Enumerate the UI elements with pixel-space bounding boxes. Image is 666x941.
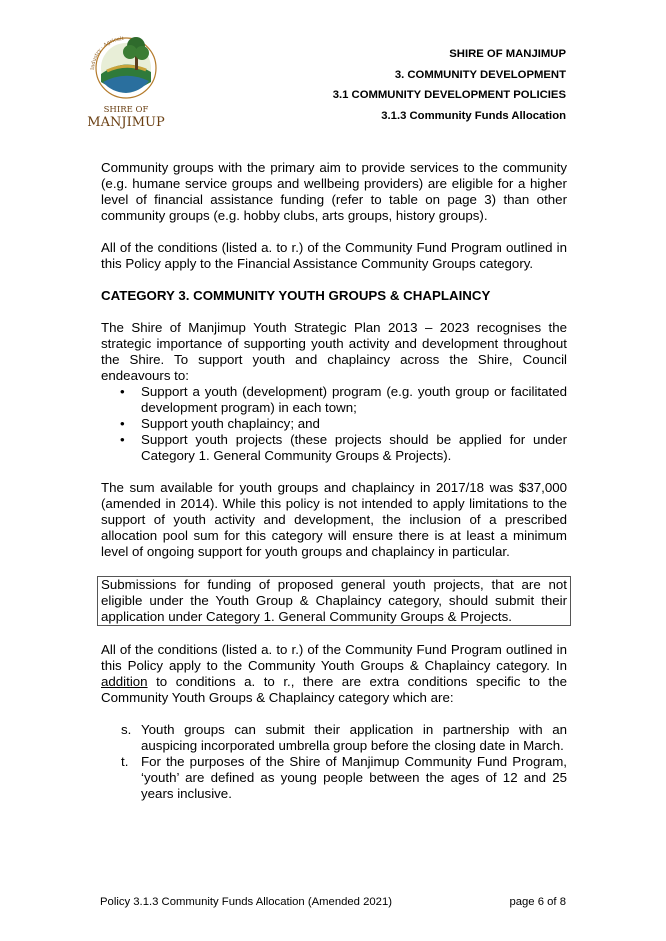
list-item: t. For the purposes of the Shire of Manjimup Community Fund Program, ‘youth’ are defined as young people between the ages of 12 and 25 years inclusive.: [121, 754, 567, 801]
logo-line2: MANJIMUP: [87, 115, 165, 130]
header-org: SHIRE OF MANJIMUP: [449, 48, 566, 60]
bullet-icon: •: [120, 384, 125, 399]
paragraph-conditions-financial: All of the conditions (listed a. to r.) of the Community Fund Program outlined in this Policy apply to the Financial Assistance Community Groups category.: [101, 240, 567, 271]
boxed-note: Submissions for funding of proposed general youth projects, that are not eligible under the Youth Group & Chaplaincy category, should submit their application under Category 1. General Community Groups & Projects.: [97, 576, 571, 626]
section-heading: CATEGORY 3. COMMUNITY YOUTH GROUPS & CHAPLAINCY: [101, 288, 491, 303]
bullet-icon: •: [120, 432, 125, 447]
header-section: 3. COMMUNITY DEVELOPMENT: [394, 68, 566, 81]
document-footer: [100, 896, 566, 908]
document-header: [333, 44, 566, 126]
bullet-list: [101, 384, 567, 464]
shire-logo: [80, 26, 168, 130]
logo-ring-text: Industry · Agricult: [89, 35, 124, 71]
page-number: page 6 of 8: [509, 896, 566, 908]
bullet-icon: •: [120, 416, 125, 431]
list-item: s. Youth groups can submit their application in partnership with an auspicing incorporated umbrella group before the closing date in March.: [121, 722, 567, 753]
shire-logo-icon: [80, 26, 168, 130]
logo-line1: SHIRE OF: [103, 105, 149, 115]
paragraph-youth-funding: The sum available for youth groups and chaplaincy in 2017/18 was $37,000 (amended in 2014). While this policy is not intended to apply limitations to the support of youth activity and development, the inclusion of a prescribed allocation pool sum for this category will ensure there is at least a minimum level of ongoing support for youth groups and chaplaincy in particular.: [101, 480, 567, 559]
list-item: • Support youth projects (these projects should be applied for under Category 1. General Community Groups & Projects).: [120, 432, 567, 463]
paragraph-conditions-youth: All of the conditions (listed a. to r.) of the Community Fund Program outlined in this Policy apply to the Community Youth Groups & Chaplaincy category. In addition to conditions a. to r., there are extra conditions specific to the Community Youth Groups & Chaplaincy category which are:: [101, 642, 567, 705]
document-body: [101, 160, 567, 802]
paragraph-service-groups: Community groups with the primary aim to provide services to the community (e.g. humane service groups and wellbeing providers) are eligible for a higher level of financial assistance funding (refer to table on page 3) than other community groups (e.g. hobby clubs, arts groups, history groups).: [101, 160, 567, 223]
footer-policy: Policy 3.1.3 Community Funds Allocation (Amended 2021): [100, 896, 392, 908]
list-item: • Support a youth (development) program (e.g. youth group or facilitated development program) in each town;: [120, 384, 567, 415]
paragraph-youth-plan: The Shire of Manjimup Youth Strategic Plan 2013 – 2023 recognises the strategic importance of supporting youth activity and development throughout the Shire. To support youth and chaplaincy across the Shire, Council endeavours to:: [101, 320, 567, 383]
list-item: • Support youth chaplaincy; and: [120, 416, 320, 431]
condition-list: [101, 722, 567, 802]
header-policy: 3.1.3 Community Funds Allocation: [381, 109, 566, 122]
header-subsection: 3.1 COMMUNITY DEVELOPMENT POLICIES: [332, 89, 566, 101]
